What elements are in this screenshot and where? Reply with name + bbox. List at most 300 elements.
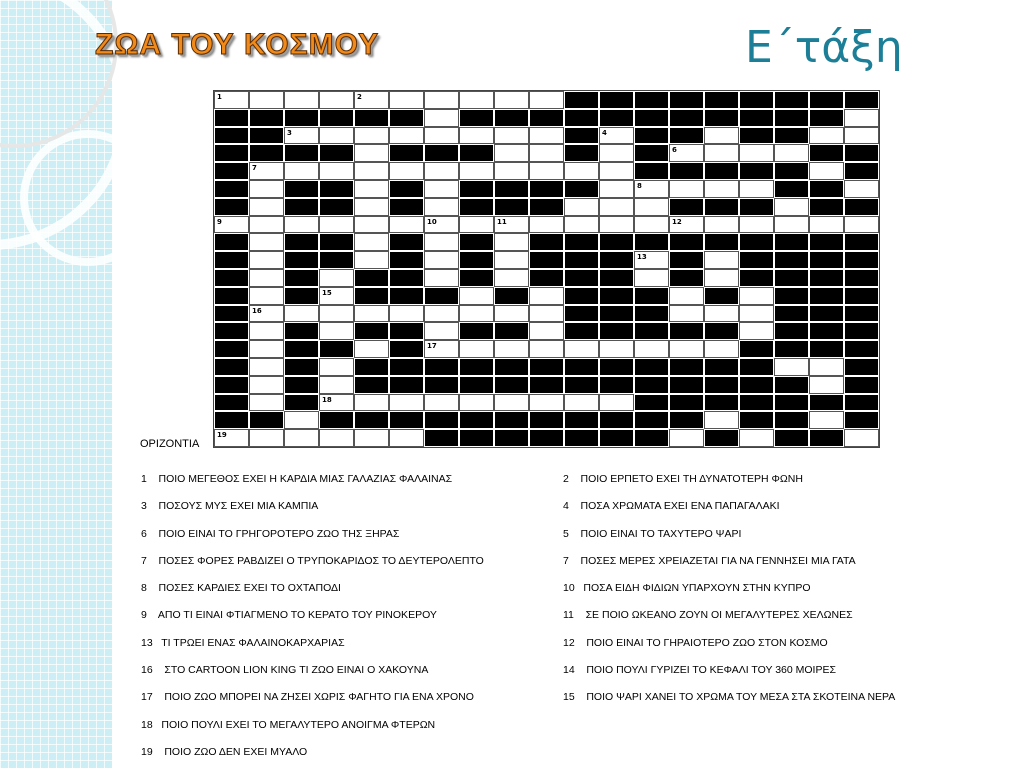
grid-answer-cell[interactable] — [424, 340, 459, 358]
grid-answer-cell[interactable] — [354, 180, 389, 198]
slide-title: ΖΩΑ ΤΟΥ ΚΟΣΜΟΥ — [95, 28, 380, 61]
grid-block-cell — [459, 144, 494, 162]
grid-block-cell — [354, 411, 389, 429]
grid-answer-cell[interactable] — [389, 394, 424, 412]
grid-block-cell — [249, 144, 284, 162]
grid-block-cell — [634, 144, 669, 162]
grid-answer-cell[interactable] — [739, 144, 774, 162]
grid-answer-cell[interactable] — [319, 127, 354, 145]
grid-answer-cell[interactable] — [494, 340, 529, 358]
grid-answer-cell[interactable] — [389, 305, 424, 323]
grid-answer-cell[interactable] — [739, 305, 774, 323]
grid-block-cell — [494, 376, 529, 394]
clues-column-right — [563, 472, 895, 718]
grid-answer-cell[interactable] — [249, 162, 284, 180]
grid-answer-cell[interactable] — [529, 394, 564, 412]
grid-answer-cell[interactable] — [669, 180, 704, 198]
grid-block-cell — [284, 376, 319, 394]
grid-block-cell — [809, 322, 844, 340]
grid-answer-cell[interactable] — [494, 251, 529, 269]
grid-block-cell — [389, 376, 424, 394]
grid-answer-cell[interactable] — [669, 144, 704, 162]
grid-block-cell — [564, 287, 599, 305]
grid-block-cell — [809, 144, 844, 162]
clue-item: 19 ΠΟΙΟ ΖΩΟ ΔΕΝ ΕΧΕΙ ΜΥΑΛΟ — [141, 745, 308, 758]
grid-answer-cell[interactable] — [459, 305, 494, 323]
grid-answer-cell[interactable] — [494, 144, 529, 162]
grid-answer-cell[interactable] — [844, 429, 879, 447]
grid-answer-cell[interactable] — [704, 251, 739, 269]
grid-answer-cell[interactable] — [774, 144, 809, 162]
grid-block-cell — [739, 91, 774, 109]
clue-item: 1 ΠΟΙΟ ΜΕΓΕΘΟΣ ΕΧΕΙ Η ΚΑΡΔΙΑ ΜΙΑΣ ΓΑΛΑΖΙΑΣ ΦΑΛΑΙΝΑΣ — [141, 473, 453, 485]
grid-answer-cell[interactable] — [599, 162, 634, 180]
clue-item: 4 ΠΟΣΑ ΧΡΩΜΑΤΑ ΕΧΕΙ ΕΝΑ ΠΑΠΑΓΑΛΑΚΙ — [563, 500, 780, 513]
grid-block-cell — [634, 91, 669, 109]
grid-block-cell — [844, 411, 879, 429]
grid-block-cell — [389, 411, 424, 429]
grid-answer-cell[interactable] — [424, 91, 459, 109]
grid-answer-cell[interactable] — [494, 394, 529, 412]
grid-block-cell — [739, 162, 774, 180]
grid-answer-cell[interactable] — [424, 251, 459, 269]
grid-answer-cell[interactable] — [424, 127, 459, 145]
grid-block-cell — [634, 305, 669, 323]
grid-block-cell — [459, 233, 494, 251]
grid-block-cell — [564, 411, 599, 429]
grid-answer-cell[interactable] — [459, 162, 494, 180]
grid-block-cell — [529, 180, 564, 198]
grid-answer-cell[interactable] — [319, 216, 354, 234]
grid-block-cell — [739, 269, 774, 287]
grid-answer-cell[interactable] — [389, 429, 424, 447]
grid-answer-cell[interactable] — [389, 91, 424, 109]
grid-block-cell — [739, 358, 774, 376]
grid-answer-cell[interactable] — [354, 394, 389, 412]
grid-answer-cell[interactable] — [564, 340, 599, 358]
grid-answer-cell[interactable] — [599, 180, 634, 198]
grid-answer-cell[interactable] — [459, 287, 494, 305]
grid-block-cell — [354, 376, 389, 394]
grid-answer-cell[interactable] — [494, 127, 529, 145]
grid-block-cell — [564, 305, 599, 323]
grid-block-cell — [494, 358, 529, 376]
grid-block-cell — [389, 144, 424, 162]
grid-block-cell — [529, 251, 564, 269]
grid-block-cell — [319, 198, 354, 216]
crossword-grid — [213, 90, 880, 448]
clue-item: 5 ΠΟΙΟ ΕΙΝΑΙ ΤΟ ΤΑΧΥΤΕΡΟ ΨΑΡΙ — [563, 527, 742, 540]
grid-answer-cell[interactable] — [249, 340, 284, 358]
grid-block-cell — [704, 358, 739, 376]
grid-block-cell — [354, 109, 389, 127]
grid-answer-cell[interactable] — [809, 376, 844, 394]
grid-block-cell — [809, 109, 844, 127]
grid-block-cell — [529, 233, 564, 251]
grid-answer-cell[interactable] — [389, 216, 424, 234]
grid-answer-cell[interactable] — [599, 127, 634, 145]
grid-block-cell — [669, 109, 704, 127]
grid-answer-cell[interactable] — [459, 127, 494, 145]
grid-block-cell — [704, 394, 739, 412]
grid-block-cell — [844, 162, 879, 180]
grid-answer-cell[interactable] — [459, 91, 494, 109]
grid-answer-cell[interactable] — [634, 251, 669, 269]
grid-block-cell — [529, 429, 564, 447]
grid-block-cell — [214, 358, 249, 376]
grid-block-cell — [774, 251, 809, 269]
grid-block-cell — [424, 358, 459, 376]
grid-answer-cell[interactable] — [529, 340, 564, 358]
grid-answer-cell[interactable] — [809, 411, 844, 429]
clue-number: 13 — [637, 253, 647, 262]
grid-block-cell — [844, 198, 879, 216]
grid-block-cell — [669, 251, 704, 269]
grid-block-cell — [669, 376, 704, 394]
grid-block-cell — [214, 162, 249, 180]
grid-answer-cell[interactable] — [249, 305, 284, 323]
grid-answer-cell[interactable] — [249, 322, 284, 340]
grid-block-cell — [739, 233, 774, 251]
grid-block-cell — [564, 91, 599, 109]
grid-block-cell — [634, 411, 669, 429]
grid-block-cell — [389, 340, 424, 358]
grid-block-cell — [809, 394, 844, 412]
grid-answer-cell[interactable] — [249, 251, 284, 269]
grid-answer-cell[interactable] — [669, 305, 704, 323]
grid-answer-cell[interactable] — [424, 180, 459, 198]
grid-block-cell — [809, 340, 844, 358]
grid-answer-cell[interactable] — [669, 216, 704, 234]
grid-answer-cell[interactable] — [564, 216, 599, 234]
grid-answer-cell[interactable] — [739, 216, 774, 234]
grid-answer-cell[interactable] — [284, 91, 319, 109]
grid-answer-cell[interactable] — [424, 162, 459, 180]
grid-block-cell — [529, 358, 564, 376]
clue-number: 10 — [427, 217, 437, 226]
grid-block-cell — [669, 322, 704, 340]
grid-answer-cell[interactable] — [284, 411, 319, 429]
grid-answer-cell[interactable] — [494, 216, 529, 234]
grid-block-cell — [214, 305, 249, 323]
grid-answer-cell[interactable] — [459, 394, 494, 412]
grid-block-cell — [634, 233, 669, 251]
grid-answer-cell[interactable] — [284, 429, 319, 447]
grid-answer-cell[interactable] — [249, 287, 284, 305]
clue-number: 2 — [357, 93, 362, 101]
grid-block-cell — [844, 322, 879, 340]
grid-answer-cell[interactable] — [739, 429, 774, 447]
grid-block-cell — [214, 251, 249, 269]
grid-answer-cell[interactable] — [319, 429, 354, 447]
grid-answer-cell[interactable] — [529, 127, 564, 145]
grid-answer-cell[interactable] — [284, 216, 319, 234]
grid-answer-cell[interactable] — [704, 305, 739, 323]
grid-answer-cell[interactable] — [389, 162, 424, 180]
clues-column-left — [141, 472, 484, 772]
grid-block-cell — [354, 287, 389, 305]
grid-answer-cell[interactable] — [704, 340, 739, 358]
grid-block-cell — [599, 251, 634, 269]
grid-answer-cell[interactable] — [494, 305, 529, 323]
grid-answer-cell[interactable] — [634, 198, 669, 216]
grid-answer-cell[interactable] — [354, 251, 389, 269]
grid-answer-cell[interactable] — [529, 91, 564, 109]
grid-answer-cell[interactable] — [774, 216, 809, 234]
grid-block-cell — [389, 198, 424, 216]
grid-block-cell — [599, 109, 634, 127]
grid-block-cell — [564, 127, 599, 145]
grid-block-cell — [354, 358, 389, 376]
grid-block-cell — [214, 287, 249, 305]
grid-block-cell — [459, 376, 494, 394]
grid-block-cell — [389, 251, 424, 269]
grid-block-cell — [739, 251, 774, 269]
grid-block-cell — [389, 287, 424, 305]
clue-item: 14 ΠΟΙΟ ΠΟΥΛΙ ΓΥΡΙΖΕΙ ΤΟ ΚΕΦΑΛΙ ΤΟΥ 360 ΜΟΙΡΕΣ — [563, 664, 836, 677]
grid-answer-cell[interactable] — [529, 287, 564, 305]
grid-answer-cell[interactable] — [494, 233, 529, 251]
grid-block-cell — [319, 144, 354, 162]
grid-answer-cell[interactable] — [354, 429, 389, 447]
grid-block-cell — [494, 411, 529, 429]
grid-block-cell — [494, 109, 529, 127]
grid-answer-cell[interactable] — [704, 216, 739, 234]
clue-number: 3 — [287, 128, 292, 137]
grid-block-cell — [529, 269, 564, 287]
grid-answer-cell[interactable] — [774, 198, 809, 216]
grid-answer-cell[interactable] — [634, 340, 669, 358]
grid-answer-cell[interactable] — [844, 127, 879, 145]
grid-block-cell — [704, 162, 739, 180]
grid-block-cell — [459, 411, 494, 429]
grid-answer-cell[interactable] — [564, 198, 599, 216]
grid-answer-cell[interactable] — [809, 358, 844, 376]
grid-answer-cell[interactable] — [844, 180, 879, 198]
grid-answer-cell[interactable] — [529, 322, 564, 340]
grid-answer-cell[interactable] — [319, 394, 354, 412]
grid-answer-cell[interactable] — [529, 162, 564, 180]
grid-answer-cell[interactable] — [424, 322, 459, 340]
grid-answer-cell[interactable] — [249, 91, 284, 109]
grid-block-cell — [844, 144, 879, 162]
grid-block-cell — [774, 233, 809, 251]
grid-block-cell — [844, 287, 879, 305]
grid-answer-cell[interactable] — [249, 376, 284, 394]
grid-block-cell — [774, 322, 809, 340]
grid-answer-cell[interactable] — [599, 144, 634, 162]
grid-block-cell — [424, 287, 459, 305]
grid-block-cell — [284, 251, 319, 269]
grid-block-cell — [459, 180, 494, 198]
grid-block-cell — [214, 340, 249, 358]
grid-answer-cell[interactable] — [739, 287, 774, 305]
grid-answer-cell[interactable] — [354, 340, 389, 358]
grid-answer-cell[interactable] — [354, 198, 389, 216]
grid-answer-cell[interactable] — [424, 198, 459, 216]
grid-block-cell — [809, 91, 844, 109]
grid-block-cell — [564, 269, 599, 287]
grid-answer-cell[interactable] — [774, 358, 809, 376]
grid-answer-cell[interactable] — [844, 109, 879, 127]
grid-answer-cell[interactable] — [284, 127, 319, 145]
grid-answer-cell[interactable] — [634, 269, 669, 287]
grid-answer-cell[interactable] — [319, 358, 354, 376]
grid-block-cell — [809, 269, 844, 287]
grid-answer-cell[interactable] — [249, 429, 284, 447]
grid-block-cell — [389, 358, 424, 376]
grid-block-cell — [284, 322, 319, 340]
grid-answer-cell[interactable] — [354, 144, 389, 162]
grid-answer-cell[interactable] — [669, 287, 704, 305]
grid-block-cell — [459, 109, 494, 127]
grid-answer-cell[interactable] — [739, 180, 774, 198]
grid-answer-cell[interactable] — [284, 162, 319, 180]
grid-block-cell — [704, 376, 739, 394]
grid-answer-cell[interactable] — [354, 305, 389, 323]
grid-answer-cell[interactable] — [564, 162, 599, 180]
grid-answer-cell[interactable] — [634, 180, 669, 198]
grid-answer-cell[interactable] — [599, 340, 634, 358]
grid-block-cell — [669, 127, 704, 145]
grid-answer-cell[interactable] — [354, 162, 389, 180]
grid-block-cell — [214, 127, 249, 145]
grid-block-cell — [459, 251, 494, 269]
grid-block-cell — [214, 376, 249, 394]
clue-item: 10 ΠΟΣΑ ΕΙΔΗ ΦΙΔΙΩΝ ΥΠΑΡΧΟΥΝ ΣΤΗΝ ΚΥΠΡΟ — [563, 582, 811, 595]
grid-block-cell — [424, 429, 459, 447]
grid-answer-cell[interactable] — [249, 180, 284, 198]
grid-block-cell — [319, 180, 354, 198]
grid-answer-cell[interactable] — [494, 91, 529, 109]
grid-answer-cell[interactable] — [214, 429, 249, 447]
grid-answer-cell[interactable] — [354, 91, 389, 109]
grid-block-cell — [249, 127, 284, 145]
grid-answer-cell[interactable] — [319, 287, 354, 305]
grid-answer-cell[interactable] — [599, 394, 634, 412]
grid-answer-cell[interactable] — [529, 144, 564, 162]
grid-answer-cell[interactable] — [704, 411, 739, 429]
grid-answer-cell[interactable] — [529, 216, 564, 234]
grid-answer-cell[interactable] — [494, 162, 529, 180]
grid-answer-cell[interactable] — [354, 127, 389, 145]
grid-answer-cell[interactable] — [809, 162, 844, 180]
grid-block-cell — [774, 162, 809, 180]
grid-block-cell — [564, 109, 599, 127]
clue-item: 12 ΠΟΙΟ ΕΙΝΑΙ ΤΟ ΓΗΡΑΙΟΤΕΡΟ ΖΩΟ ΣΤΟΝ ΚΟΣΜΟ — [563, 636, 828, 649]
grid-block-cell — [844, 358, 879, 376]
grid-answer-cell[interactable] — [424, 305, 459, 323]
grid-answer-cell[interactable] — [739, 322, 774, 340]
grid-answer-cell[interactable] — [599, 216, 634, 234]
grid-answer-cell[interactable] — [494, 269, 529, 287]
grid-answer-cell[interactable] — [844, 216, 879, 234]
grid-block-cell — [844, 305, 879, 323]
grid-answer-cell[interactable] — [704, 127, 739, 145]
grid-block-cell — [424, 411, 459, 429]
grid-answer-cell[interactable] — [249, 358, 284, 376]
clue-number: 11 — [497, 217, 507, 226]
grid-block-cell — [669, 91, 704, 109]
grid-answer-cell[interactable] — [424, 109, 459, 127]
grid-answer-cell[interactable] — [809, 127, 844, 145]
grid-block-cell — [284, 358, 319, 376]
grid-answer-cell[interactable] — [214, 216, 249, 234]
clue-item: 11 ΣΕ ΠΟΙΟ ΩΚΕΑΝΟ ΖΟΥΝ ΟΙ ΜΕΓΑΛΥΤΕΡΕΣ ΧΕΛΩΝΕΣ — [563, 609, 853, 622]
grid-block-cell — [809, 180, 844, 198]
grid-block-cell — [494, 287, 529, 305]
clue-number: 8 — [637, 181, 642, 190]
grid-answer-cell[interactable] — [249, 394, 284, 412]
clue-item: 15 ΠΟΙΟ ΨΑΡΙ ΧΑΝΕΙ ΤΟ ΧΡΩΜΑ ΤΟΥ ΜΕΣΑ ΣΤΑ ΣΚΟΤΕΙΝΑ ΝΕΡΑ — [563, 691, 896, 704]
grid-answer-cell[interactable] — [354, 216, 389, 234]
grid-block-cell — [389, 233, 424, 251]
grid-answer-cell[interactable] — [704, 144, 739, 162]
grid-answer-cell[interactable] — [319, 269, 354, 287]
grid-answer-cell[interactable] — [249, 216, 284, 234]
grid-block-cell — [634, 162, 669, 180]
grid-block-cell — [739, 411, 774, 429]
grid-block-cell — [529, 411, 564, 429]
grid-answer-cell[interactable] — [459, 216, 494, 234]
grid-block-cell — [599, 287, 634, 305]
grid-answer-cell[interactable] — [564, 394, 599, 412]
decorative-side-strip — [0, 0, 112, 768]
grid-answer-cell[interactable] — [424, 394, 459, 412]
grid-answer-cell[interactable] — [319, 376, 354, 394]
grid-block-cell — [844, 394, 879, 412]
grid-answer-cell[interactable] — [704, 269, 739, 287]
grid-answer-cell[interactable] — [424, 233, 459, 251]
grid-answer-cell[interactable] — [669, 340, 704, 358]
grid-block-cell — [844, 233, 879, 251]
grid-answer-cell[interactable] — [284, 305, 319, 323]
grid-answer-cell[interactable] — [704, 180, 739, 198]
grid-answer-cell[interactable] — [424, 216, 459, 234]
grid-answer-cell[interactable] — [319, 162, 354, 180]
grid-answer-cell[interactable] — [319, 91, 354, 109]
grid-answer-cell[interactable] — [809, 216, 844, 234]
grid-answer-cell[interactable] — [249, 233, 284, 251]
grid-block-cell — [319, 233, 354, 251]
grid-block-cell — [354, 322, 389, 340]
grid-block-cell — [704, 233, 739, 251]
grid-answer-cell[interactable] — [424, 269, 459, 287]
grid-answer-cell[interactable] — [319, 322, 354, 340]
grid-answer-cell[interactable] — [599, 198, 634, 216]
grid-block-cell — [634, 429, 669, 447]
grid-answer-cell[interactable] — [389, 127, 424, 145]
grid-answer-cell[interactable] — [354, 233, 389, 251]
grid-block-cell — [704, 91, 739, 109]
grid-answer-cell[interactable] — [249, 198, 284, 216]
grid-answer-cell[interactable] — [669, 429, 704, 447]
grid-block-cell — [669, 411, 704, 429]
grid-answer-cell[interactable] — [529, 305, 564, 323]
grid-answer-cell[interactable] — [249, 269, 284, 287]
grid-answer-cell[interactable] — [634, 216, 669, 234]
grid-block-cell — [634, 358, 669, 376]
grid-block-cell — [739, 340, 774, 358]
grid-block-cell — [774, 180, 809, 198]
clue-item: 3 ΠΟΣΟΥΣ ΜΥΣ ΕΧΕΙ ΜΙΑ ΚΑΜΠΙΑ — [141, 500, 319, 513]
grid-answer-cell[interactable] — [459, 340, 494, 358]
grid-answer-cell[interactable] — [214, 91, 249, 109]
clue-item: 2 ΠΟΙΟ ΕΡΠΕΤΟ ΕΧΕΙ ΤΗ ΔΥΝΑΤΟΤΕΡΗ ΦΩΝΗ — [563, 473, 803, 485]
grid-answer-cell[interactable] — [319, 305, 354, 323]
grid-block-cell — [739, 127, 774, 145]
grid-block-cell — [844, 269, 879, 287]
